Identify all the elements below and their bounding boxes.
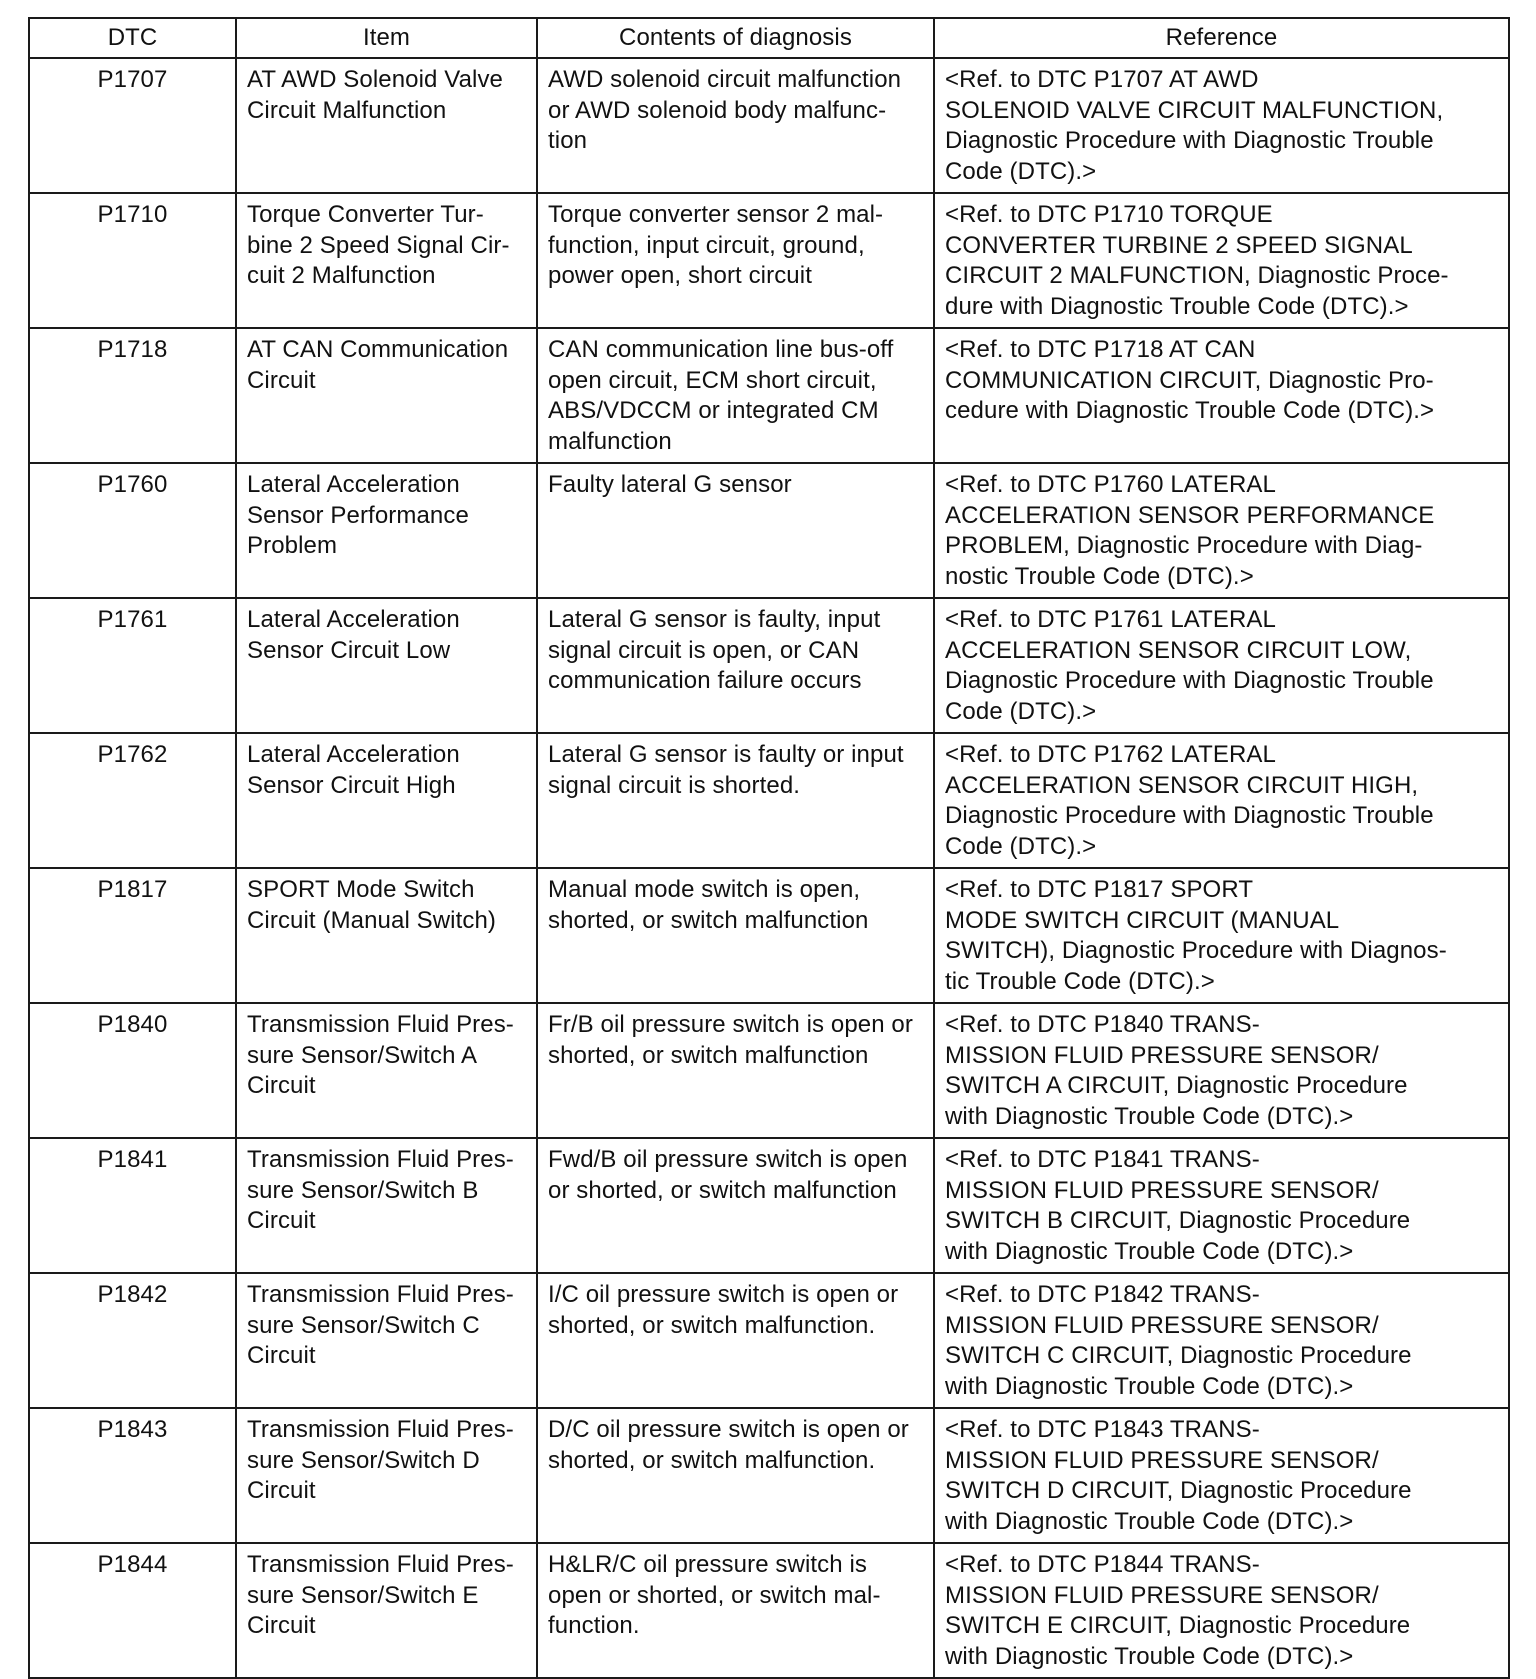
table-row: [29, 58, 1509, 193]
diagnosis-cell: Lateral G sensor is faulty or input signal circuit is shorted.: [537, 733, 934, 868]
item-cell: Lateral Acceleration Sensor Circuit High: [236, 733, 537, 868]
item-cell: AT AWD Solenoid Valve Circuit Malfunction: [236, 58, 537, 193]
item-cell: SPORT Mode Switch Circuit (Manual Switch): [236, 868, 537, 1003]
item-cell: Lateral Acceleration Sensor Circuit Low: [236, 598, 537, 733]
reference-cell: <Ref. to DTC P1760 LATERAL ACCELERATION SENSOR PERFORMANCE PROBLEM, Diagnostic Procedure with Diag- nostic Trouble Code (DTC).>: [934, 463, 1509, 598]
diagnosis-cell: CAN communication line bus-off open circuit, ECM short circuit, ABS/VDCCM or integrated CM malfunction: [537, 328, 934, 463]
dtc-table: [28, 17, 1510, 1679]
dtc-code-cell: P1840: [29, 1003, 236, 1138]
dtc-code-cell: P1710: [29, 193, 236, 328]
table-row: [29, 1003, 1509, 1138]
column-header-dtc: DTC: [29, 18, 236, 58]
reference-cell: <Ref. to DTC P1841 TRANS- MISSION FLUID PRESSURE SENSOR/ SWITCH B CIRCUIT, Diagnostic Procedure with Diagnostic Trouble Code (DTC).>: [934, 1138, 1509, 1273]
dtc-code-cell: P1817: [29, 868, 236, 1003]
diagnosis-cell: H&LR/C oil pressure switch is open or shorted, or switch mal- function.: [537, 1543, 934, 1678]
column-header-item: Item: [236, 18, 537, 58]
reference-cell: <Ref. to DTC P1761 LATERAL ACCELERATION SENSOR CIRCUIT LOW, Diagnostic Procedure with Diagnostic Trouble Code (DTC).>: [934, 598, 1509, 733]
item-cell: Transmission Fluid Pres- sure Sensor/Switch E Circuit: [236, 1543, 537, 1678]
dtc-code-cell: P1843: [29, 1408, 236, 1543]
reference-cell: <Ref. to DTC P1843 TRANS- MISSION FLUID PRESSURE SENSOR/ SWITCH D CIRCUIT, Diagnostic Procedure with Diagnostic Trouble Code (DTC).>: [934, 1408, 1509, 1543]
header-row: [29, 18, 1509, 58]
item-cell: Transmission Fluid Pres- sure Sensor/Switch C Circuit: [236, 1273, 537, 1408]
dtc-code-cell: P1707: [29, 58, 236, 193]
table-row: [29, 193, 1509, 328]
reference-cell: <Ref. to DTC P1718 AT CAN COMMUNICATION CIRCUIT, Diagnostic Pro- cedure with Diagnostic Trouble Code (DTC).>: [934, 328, 1509, 463]
diagnosis-cell: I/C oil pressure switch is open or shorted, or switch malfunction.: [537, 1273, 934, 1408]
diagnosis-cell: Fwd/B oil pressure switch is open or shorted, or switch malfunction: [537, 1138, 934, 1273]
reference-cell: <Ref. to DTC P1762 LATERAL ACCELERATION SENSOR CIRCUIT HIGH, Diagnostic Procedure with Diagnostic Trouble Code (DTC).>: [934, 733, 1509, 868]
table-row: [29, 733, 1509, 868]
table-row: [29, 1408, 1509, 1543]
dtc-code-cell: P1762: [29, 733, 236, 868]
reference-cell: <Ref. to DTC P1817 SPORT MODE SWITCH CIRCUIT (MANUAL SWITCH), Diagnostic Procedure with Diagnos- tic Trouble Code (DTC).>: [934, 868, 1509, 1003]
item-cell: Transmission Fluid Pres- sure Sensor/Switch A Circuit: [236, 1003, 537, 1138]
reference-cell: <Ref. to DTC P1707 AT AWD SOLENOID VALVE CIRCUIT MALFUNCTION, Diagnostic Procedure with Diagnostic Trouble Code (DTC).>: [934, 58, 1509, 193]
diagnosis-cell: Manual mode switch is open, shorted, or switch malfunction: [537, 868, 934, 1003]
table-row: [29, 1273, 1509, 1408]
column-header-diagnosis: Contents of diagnosis: [537, 18, 934, 58]
item-cell: AT CAN Communication Circuit: [236, 328, 537, 463]
dtc-code-cell: P1844: [29, 1543, 236, 1678]
item-cell: Transmission Fluid Pres- sure Sensor/Switch B Circuit: [236, 1138, 537, 1273]
diagnosis-cell: Lateral G sensor is faulty, input signal circuit is open, or CAN communication failure occurs: [537, 598, 934, 733]
reference-cell: <Ref. to DTC P1840 TRANS- MISSION FLUID PRESSURE SENSOR/ SWITCH A CIRCUIT, Diagnostic Procedure with Diagnostic Trouble Code (DTC).>: [934, 1003, 1509, 1138]
dtc-code-cell: P1761: [29, 598, 236, 733]
item-cell: Torque Converter Tur- bine 2 Speed Signal Cir- cuit 2 Malfunction: [236, 193, 537, 328]
diagnosis-cell: D/C oil pressure switch is open or shorted, or switch malfunction.: [537, 1408, 934, 1543]
item-cell: Transmission Fluid Pres- sure Sensor/Switch D Circuit: [236, 1408, 537, 1543]
table-row: [29, 328, 1509, 463]
table-body: [29, 58, 1509, 1678]
item-cell: Lateral Acceleration Sensor Performance Problem: [236, 463, 537, 598]
diagnosis-cell: Torque converter sensor 2 mal- function, input circuit, ground, power open, short circuit: [537, 193, 934, 328]
dtc-code-cell: P1841: [29, 1138, 236, 1273]
column-header-reference: Reference: [934, 18, 1509, 58]
diagnosis-cell: Faulty lateral G sensor: [537, 463, 934, 598]
reference-cell: <Ref. to DTC P1710 TORQUE CONVERTER TURBINE 2 SPEED SIGNAL CIRCUIT 2 MALFUNCTION, Diagnostic Proce- dure with Diagnostic Trouble Code (DTC).>: [934, 193, 1509, 328]
diagnosis-cell: Fr/B oil pressure switch is open or shorted, or switch malfunction: [537, 1003, 934, 1138]
dtc-code-cell: P1842: [29, 1273, 236, 1408]
table-header: [29, 18, 1509, 58]
reference-cell: <Ref. to DTC P1844 TRANS- MISSION FLUID PRESSURE SENSOR/ SWITCH E CIRCUIT, Diagnostic Procedure with Diagnostic Trouble Code (DTC).>: [934, 1543, 1509, 1678]
dtc-code-cell: P1760: [29, 463, 236, 598]
dtc-code-cell: P1718: [29, 328, 236, 463]
table-row: [29, 463, 1509, 598]
table-row: [29, 1138, 1509, 1273]
diagnosis-cell: AWD solenoid circuit malfunction or AWD solenoid body malfunc- tion: [537, 58, 934, 193]
table-row: [29, 598, 1509, 733]
table-row: [29, 868, 1509, 1003]
table-row: [29, 1543, 1509, 1678]
reference-cell: <Ref. to DTC P1842 TRANS- MISSION FLUID PRESSURE SENSOR/ SWITCH C CIRCUIT, Diagnostic Procedure with Diagnostic Trouble Code (DTC).>: [934, 1273, 1509, 1408]
